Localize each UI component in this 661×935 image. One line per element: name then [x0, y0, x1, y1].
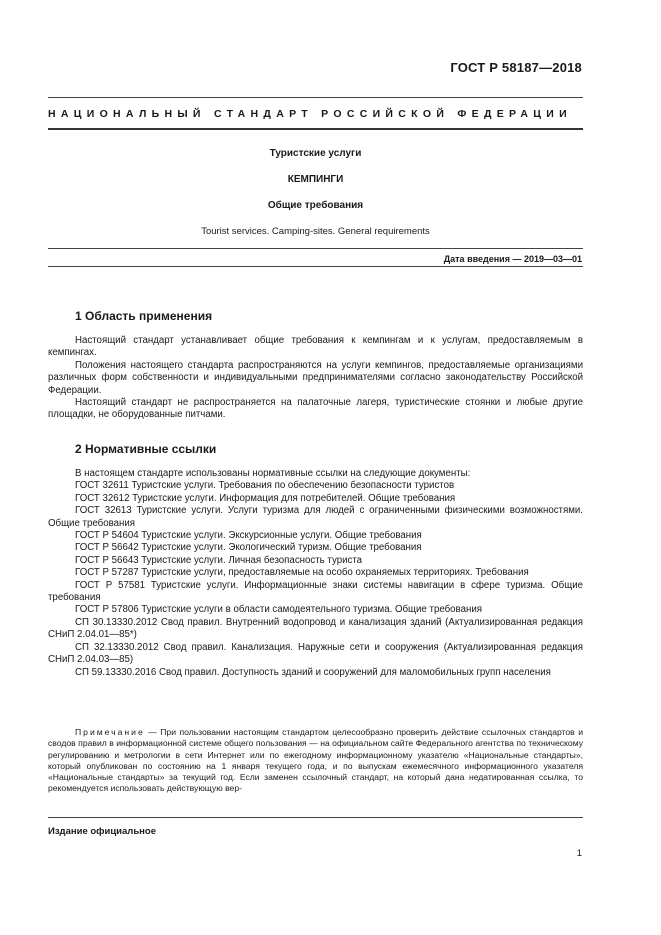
reference-item: ГОСТ Р 56642 Туристские услуги. Экологический туризм. Общие требования	[75, 542, 422, 554]
title-rule	[48, 248, 583, 249]
title-line-1: Туристские услуги	[269, 148, 362, 159]
note-label: Примечание	[75, 727, 145, 737]
reference-item: В настоящем стандарте использованы нормативные ссылки на следующие документы:	[75, 468, 471, 479]
note-block	[48, 727, 583, 795]
official-edition-label: Издание официальное	[48, 826, 156, 837]
reference-item: ГОСТ Р 57287 Туристские услуги, предоставляемые на особо охраняемых территориях. Требования	[75, 567, 529, 579]
top-rule	[48, 97, 583, 98]
reference-item: ГОСТ Р 56643 Туристские услуги. Личная безопасность туриста	[75, 554, 363, 566]
section-normative-references	[48, 442, 583, 679]
section-scope	[48, 309, 583, 422]
reference-item: СП 30.13330.2012 Свод правил. Внутренний водопровод и канализация зданий (Актуализированная редакция СНиП 2.04.01—85*)	[48, 616, 583, 641]
date-rule	[48, 266, 583, 267]
page-number: 1	[576, 848, 582, 859]
footer-rule	[48, 817, 583, 818]
note-paragraph	[48, 727, 583, 795]
section-title: 2 Нормативные ссылки	[75, 442, 217, 456]
title-line-2: КЕМПИНГИ	[287, 174, 344, 185]
national-standard-heading: НАЦИОНАЛЬНЫЙ СТАНДАРТ РОССИЙСКОЙ ФЕДЕРАЦИИ	[48, 108, 572, 120]
reference-item: ГОСТ Р 54604 Туристские услуги. Экскурсионные услуги. Общие требования	[75, 530, 422, 542]
paragraph: Положения настоящего стандарта распространяются на услуги кемпингов, предоставляемые организациями различных форм собственности и индивидуальными предпринимателями согласно законодательству Российской Федерации.	[48, 359, 583, 396]
reference-item: ГОСТ Р 57806 Туристские услуги в области самодеятельного туризма. Общие требования	[75, 604, 482, 616]
paragraph: Настоящий стандарт не распространяется на палаточные лагеря, туристические стоянки и любые другие площадки, не оборудованные питчами.	[48, 397, 583, 421]
heading-rule	[48, 128, 583, 130]
section-title: 1 Область применения	[75, 309, 213, 323]
reference-item: ГОСТ 32613 Туристские услуги. Услуги туризма для людей с ограниченными физическими возможностями. Общие требования	[48, 505, 583, 529]
reference-item: СП 59.13330.2016 Свод правил. Доступность зданий и сооружений для маломобильных групп населения	[75, 666, 551, 678]
intro-date: Дата введения — 2019—03—01	[443, 254, 582, 264]
english-title: Tourist services. Camping-sites. General requirements	[201, 226, 430, 237]
gost-number: ГОСТ Р 58187—2018	[450, 60, 582, 75]
reference-item: ГОСТ 32612 Туристские услуги. Информация для потребителей. Общие требования	[75, 492, 456, 504]
reference-item: СП 32.13330.2012 Свод правил. Канализация. Наружные сети и сооружения (Актуализированная редакция СНиП 2.04.03—85)	[48, 641, 583, 666]
title-line-3: Общие требования	[267, 200, 364, 211]
paragraph: Настоящий стандарт устанавливает общие требования к кемпингам и к услугам, предоставляемым в кемпингах.	[48, 335, 583, 359]
reference-item: ГОСТ Р 57581 Туристские услуги. Информационные знаки системы навигации в сфере туризма. Общие требования	[48, 579, 583, 604]
note-text: — При пользовании настоящим стандартом целесообразно проверить действие ссылочных стандартов и сводов правил в информационной системе общего пользования — на официальном сайте Федерального агентства по техническому регулированию и метрологии в сети Интернет или по ежегодному информационному указателю «Национальные стандарты», который опубликован по состоянию на 1 января текущего года, и по выпускам ежемесячного информационного указателя «Национальные стандарты» за текущий год. Если заменен ссылочный стандарт, на который дана недатированная ссылка, то рекомендуется использовать действующую вер-	[48, 727, 583, 794]
reference-item: ГОСТ 32611 Туристские услуги. Требования по обеспечению безопасности туристов	[75, 480, 455, 492]
